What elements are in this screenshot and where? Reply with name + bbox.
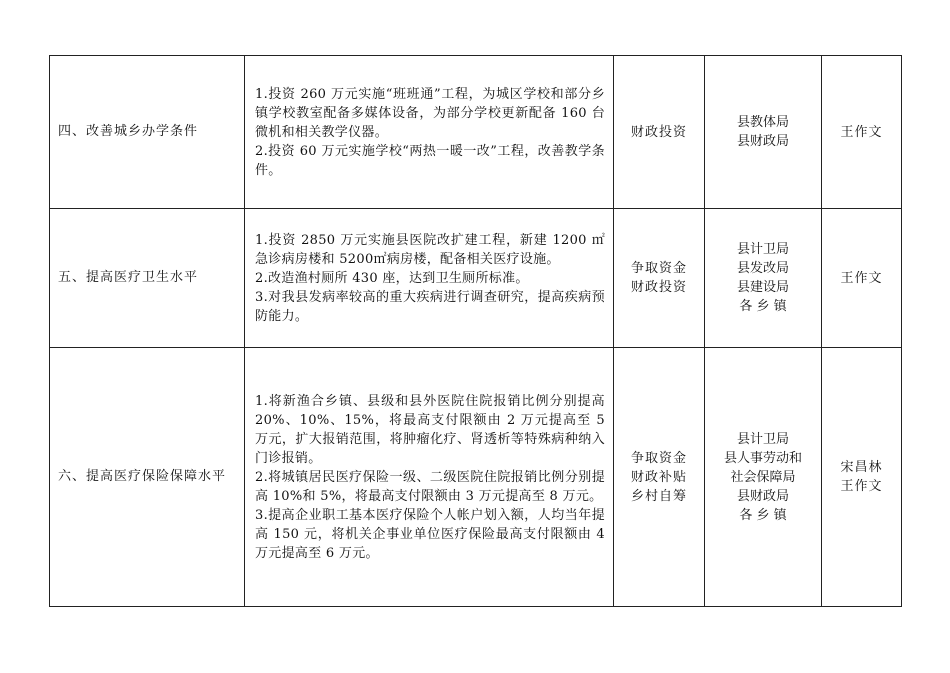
measure-item: 2.投资 60 万元实施学校“两热一暖一改”工程，改善教学条件。: [255, 143, 605, 178]
table-row: [50, 56, 902, 209]
measure-item: 2.将城镇居民医疗保险一级、二级医院住院报销比例分别提高 10%和 5%，将最高支付限额由 3 万元提高至 8 万元。: [255, 469, 605, 504]
department-cell: [705, 348, 822, 607]
department-line: 各 乡 镇: [739, 299, 787, 314]
measure-item: 1.投资 2850 万元实施县医院改扩建工程，新建 1200 ㎡急诊病房楼和 5200㎡病房楼，配备相关医疗设施。: [255, 232, 605, 267]
department-line: 县计卫局: [736, 431, 789, 447]
measure-item: 3.对我县发病率较高的重大疾病进行调查研究，提高疾病预防能力。: [255, 289, 605, 324]
measure-item: 1.投资 260 万元实施“班班通”工程，为城区学校和部分乡镇学校教室配备多媒体设备，为部分学校更新配备 160 台微机和相关教学仪器。: [255, 86, 605, 140]
funding-cell: [614, 348, 705, 607]
funding-cell: [614, 56, 705, 209]
funding-line: 财政补贴: [630, 469, 687, 485]
department-line: 县计卫局: [736, 242, 789, 257]
table-row: [50, 209, 902, 348]
funding-line: 乡村自筹: [630, 488, 687, 504]
measure-item: 1.将新渔合乡镇、县级和县外医院住院报销比例分别提高 20%、10%、15%，将最高支付限额由 2 万元提高至 5 万元，扩大报销范围，将肿瘤化疗、肾透析等特殊病种纳入门诊报销。: [255, 393, 605, 466]
department-line: 各 乡 镇: [739, 507, 787, 523]
leader-line: 王作文: [840, 270, 883, 286]
department-line: 县发改局: [736, 261, 789, 276]
task-cell: 四、改善城乡办学条件: [50, 56, 245, 209]
department-line: 县财政局: [736, 488, 789, 504]
department-cell: [705, 56, 822, 209]
table-row: [50, 348, 902, 607]
measures-cell: [245, 348, 614, 607]
department-line: 县财政局: [736, 134, 789, 149]
department-cell: [705, 209, 822, 348]
work-plan-table: [49, 55, 902, 607]
leader-cell: [822, 56, 902, 209]
measure-item: 2.改造渔村厕所 430 座，达到卫生厕所标准。: [255, 270, 529, 286]
measures-cell: [245, 56, 614, 209]
leader-line: 宋昌林: [840, 460, 883, 475]
leader-line: 王作文: [840, 124, 883, 140]
task-cell: 五、提高医疗卫生水平: [50, 209, 245, 348]
task-cell: 六、提高医疗保险保障水平: [50, 348, 245, 607]
measures-cell: [245, 209, 614, 348]
department-line: 县建设局: [736, 280, 789, 295]
funding-line: 财政投资: [630, 280, 687, 295]
funding-line: 财政投资: [630, 124, 687, 140]
measure-item: 3.提高企业职工基本医疗保险个人帐户划入额，人均当年提高 150 元，将机关企事业单位医疗保险最高支付限额由 4 万元提高至 6 万元。: [255, 507, 605, 561]
funding-cell: [614, 209, 705, 348]
leader-cell: [822, 348, 902, 607]
leader-cell: [822, 209, 902, 348]
department-line: 县教体局: [736, 115, 789, 130]
funding-line: 争取资金: [630, 261, 687, 276]
leader-line: 王作文: [840, 479, 883, 494]
department-line: 社会保障局: [730, 469, 796, 485]
department-line: 县人事劳动和: [723, 450, 802, 466]
funding-line: 争取资金: [630, 450, 687, 466]
